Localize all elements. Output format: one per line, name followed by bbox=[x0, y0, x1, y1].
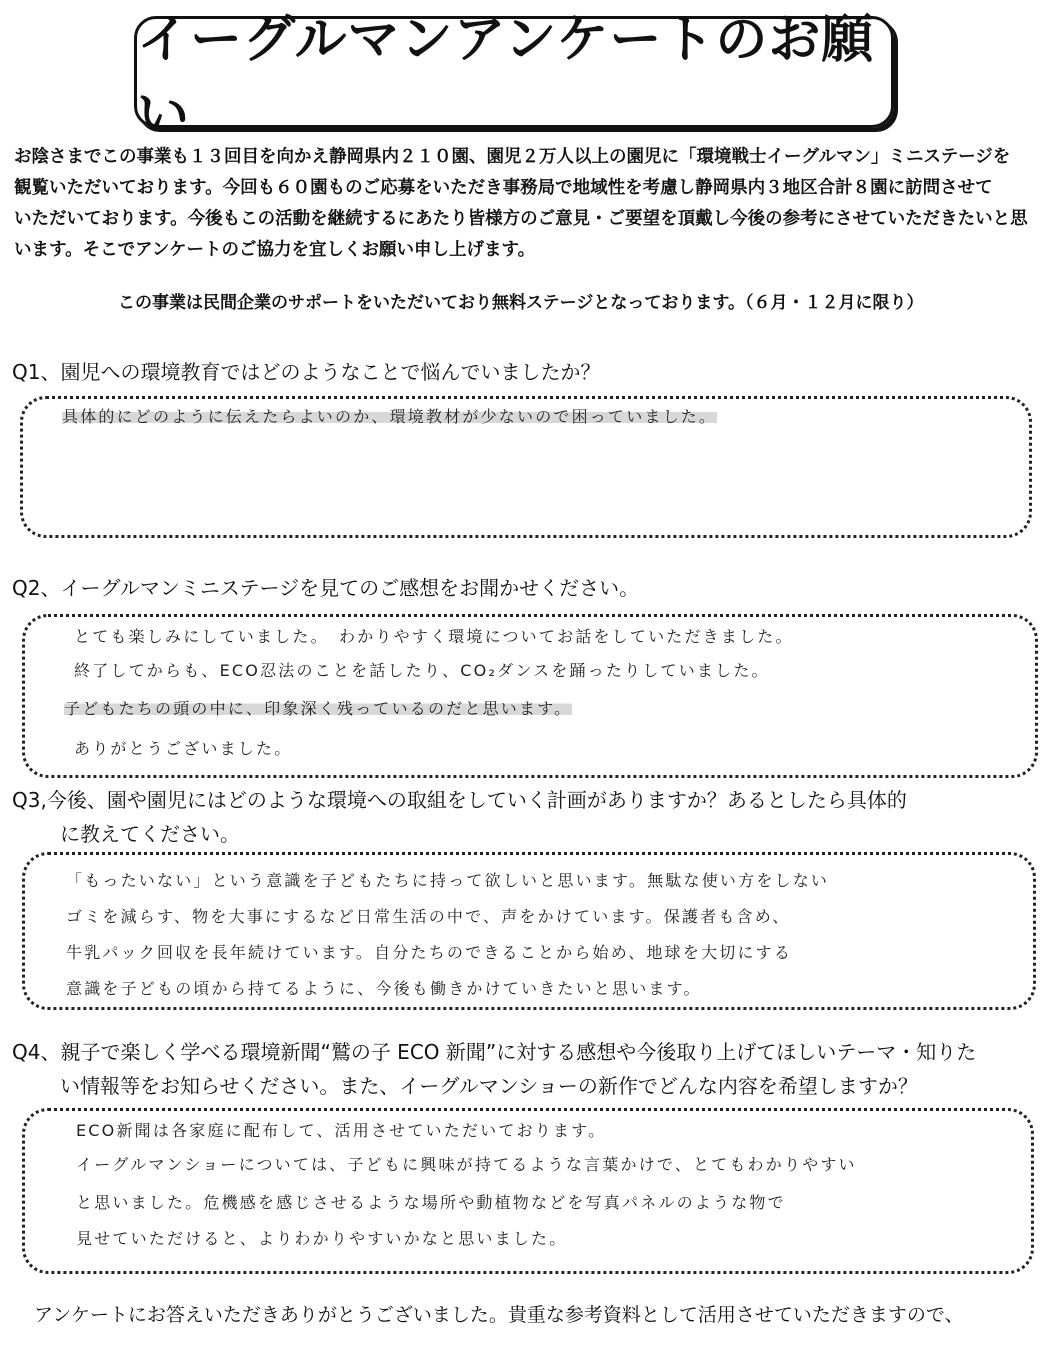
answer-2-line: とても楽しみにしていました。 わかりやすく環境についてお話をしていただきました。 bbox=[74, 627, 794, 646]
footer-text: アンケートにお答えいただきありがとうございました。貴重な参考資料として活用させていただきますので、 bbox=[34, 1304, 964, 1326]
intro-line: お陰さまでこの事業も１３回目を向かえ静岡県内２１０園、園児２万人以上の園児に「環境戦士イーグルマン」ミニステージを bbox=[14, 147, 1011, 167]
intro-line: います。そこでアンケートのご協力を宜しくお願い申し上げます。 bbox=[14, 240, 536, 260]
title-box bbox=[134, 10, 894, 145]
question-4-line-1: Q4、親子で楽しく学べる環境新聞“鷲の子 ECO 新聞”に対する感想や今後取り上げてほしいテーマ・知りた bbox=[12, 1040, 977, 1064]
intro-line: 観覧いただいております。今回も６０園ものご応募をいただき事務局で地域性を考慮し静岡県内３地区合計８園に訪問させて bbox=[14, 178, 993, 198]
answer-4-line: イーグルマンショーについては、子どもに興味が持てるような言葉かけで、とてもわかりやすい bbox=[76, 1155, 857, 1174]
answer-3-line: ゴミを減らす、物を大事にするなど日常生活の中で、声をかけています。保護者も含め、 bbox=[66, 907, 791, 926]
answer-3-line: 牛乳パック回収を長年続けています。自分たちのできることから始め、地球を大切にする bbox=[66, 943, 793, 962]
answer-2-line: 終了してからも、ECO忍法のことを話したり、CO₂ダンスを踊ったりしていました。 bbox=[74, 661, 770, 680]
answer-4-line: 見せていただけると、よりわかりやすいかなと思いました。 bbox=[76, 1229, 568, 1248]
question-1: Q1、園児への環境教育ではどのようなことで悩んでいましたか？ bbox=[12, 360, 601, 384]
answer-2-line: ありがとうございました。 bbox=[74, 739, 293, 758]
answer-1-line: 具体的にどのように伝えたらよいのか、環境教材が少ないので困っていました。 bbox=[62, 407, 718, 426]
question-3-line-1: Q3,今後、園や園児にはどのような環境への取組をしていく計画がありますか？あるとしたら具体的 bbox=[12, 788, 907, 812]
answer-4-line: ECO新聞は各家庭に配布して、活用させていただいております。 bbox=[76, 1121, 607, 1140]
answer-3-line: 意識を子どもの頃から持てるように、今後も働きかけていきたいと思います。 bbox=[66, 979, 702, 998]
intro-note: この事業は民間企業のサポートをいただいており無料ステージとなっております。（６月・１２月に限り） bbox=[118, 293, 924, 313]
answer-3-line: 「もったいない」という意識を子どもたちに持って欲しいと思います。無駄な使い方をしない bbox=[66, 871, 830, 890]
question-4-line-2: い情報等をお知らせください。また、イーグルマンショーの新作でどんな内容を希望しますか？ bbox=[60, 1074, 918, 1098]
answer-4-line: と思いました。危機感を感じさせるような場所や動植物などを写真パネルのような物で bbox=[76, 1193, 786, 1212]
question-2: Q2、イーグルマンミニステージを見てのご感想をお聞かせください。 bbox=[12, 576, 640, 600]
intro-paragraph bbox=[14, 142, 1054, 266]
page-title: イーグルマンアンケートのお願い bbox=[137, 10, 875, 145]
intro-line: いただいております。今後もこの活動を継続するにあたり皆様方のご意見・ご要望を頂戴し今後の参考にさせていただきたいと思 bbox=[14, 209, 1028, 229]
answer-2-line: 子どもたちの頭の中に、印象深く残っているのだと思います。 bbox=[64, 699, 573, 718]
question-3-line-2: に教えてください。 bbox=[60, 822, 240, 846]
